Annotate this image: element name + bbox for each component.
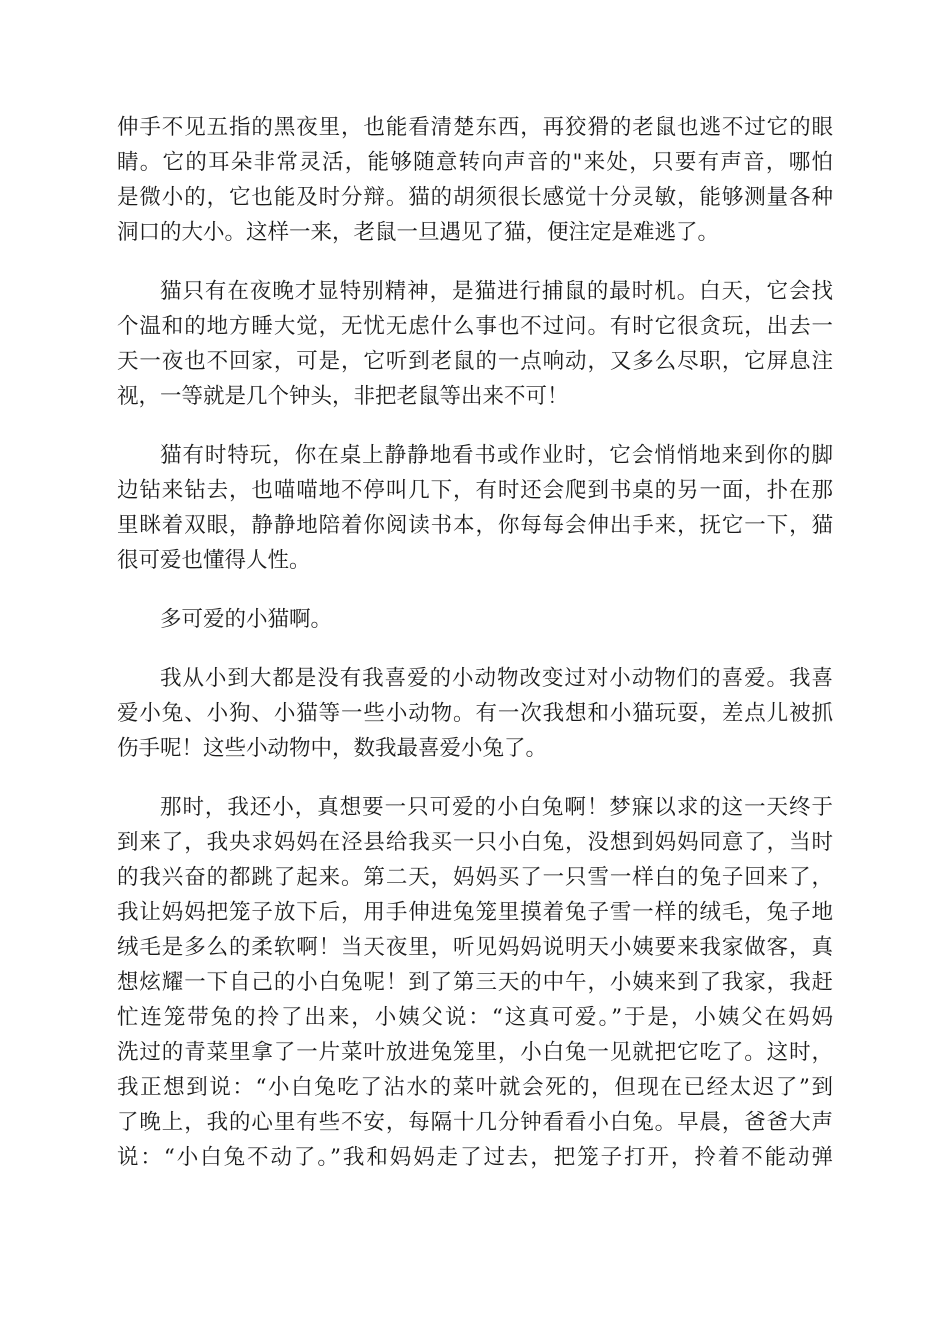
- text-line: 了晚上，我的心里有些不安，每隔十几分钟看看小白兔。早晨，爸爸大声: [117, 1110, 833, 1135]
- text-line: 睛。它的耳朵非常灵活，能够随意转向声音的"来处，只要有声音，哪怕: [117, 150, 833, 175]
- text-line: 到来了，我央求妈妈在泾县给我买一只小白兔，没想到妈妈同意了，当时: [117, 830, 833, 855]
- text-line: 我从小到大都是没有我喜爱的小动物改变过对小动物们的喜爱。我喜: [160, 666, 833, 691]
- text-line: 洗过的青菜里拿了一片菜叶放进兔笼里，小白兔一见就把它吃了。这时，: [117, 1040, 833, 1065]
- text-line: 我让妈妈把笼子放下后，用手伸进兔笼里摸着兔子雪一样的绒毛，兔子地: [117, 900, 833, 925]
- text-line: 我正想到说：“小白兔吃了沾水的菜叶就会死的，但现在已经太迟了”到: [117, 1075, 833, 1100]
- paragraph-cute-cat: [117, 602, 833, 637]
- text-line: 是微小的，它也能及时分辩。猫的胡须很长感觉十分灵敏，能够测量各种: [117, 185, 833, 210]
- text-line: 爱小兔、小狗、小猫等一些小动物。有一次我想和小猫玩耍，差点儿被抓: [117, 701, 833, 726]
- paragraph-cat-play: [117, 438, 833, 578]
- text-line: 边钻来钻去，也喵喵地不停叫几下，有时还会爬到书桌的另一面，扑在那: [117, 478, 833, 503]
- paragraph-love-animals: [117, 661, 833, 766]
- paragraph-cat-senses: [117, 110, 833, 250]
- paragraph-cat-night: [117, 274, 833, 414]
- text-line: 想炫耀一下自己的小白兔呢！到了第三天的中午，小姨来到了我家，我赶: [117, 970, 833, 995]
- text-line: 那时，我还小，真想要一只可爱的小白兔啊！梦寐以求的这一天终于: [160, 795, 833, 820]
- text-line: 绒毛是多么的柔软啊！当天夜里，听见妈妈说明天小姨要来我家做客，真: [117, 935, 833, 960]
- text-line: 里眯着双眼，静静地陪着你阅读书本，你每每会伸出手来，抚它一下，猫: [117, 513, 833, 538]
- document-page: [117, 110, 833, 1199]
- text-line: 很可爱也懂得人性。: [117, 548, 311, 573]
- text-line: 伸手不见五指的黑夜里，也能看清楚东西，再狡猾的老鼠也逃不过它的眼: [117, 115, 833, 140]
- paragraph-white-rabbit: [117, 790, 833, 1175]
- text-line: 说：“小白兔不动了。”我和妈妈走了过去，把笼子打开，拎着不能动弹: [117, 1145, 833, 1170]
- text-line: 猫只有在夜晚才显特别精神，是猫进行捕鼠的最时机。白天，它会找: [160, 279, 833, 304]
- text-line: 猫有时特玩，你在桌上静静地看书或作业时，它会悄悄地来到你的脚: [160, 443, 833, 468]
- text-line: 洞口的大小。这样一来，老鼠一旦遇见了猫，便注定是难逃了。: [117, 220, 720, 245]
- text-line: 伤手呢！这些小动物中，数我最喜爱小兔了。: [117, 736, 548, 761]
- text-line: 的我兴奋的都跳了起来。第二天，妈妈买了一只雪一样白的兔子回来了，: [117, 865, 833, 890]
- text-line: 视，一等就是几个钟头，非把老鼠等出来不可！: [117, 384, 569, 409]
- text-line: 多可爱的小猫啊。: [160, 607, 333, 632]
- text-line: 天一夜也不回家，可是，它听到老鼠的一点响动，又多么尽职，它屏息注: [117, 349, 833, 374]
- text-line: 忙连笼带兔的拎了出来，小姨父说：“这真可爱。”于是，小姨父在妈妈: [117, 1005, 833, 1030]
- text-line: 个温和的地方睡大觉，无忧无虑什么事也不过问。有时它很贪玩，出去一: [117, 314, 833, 339]
